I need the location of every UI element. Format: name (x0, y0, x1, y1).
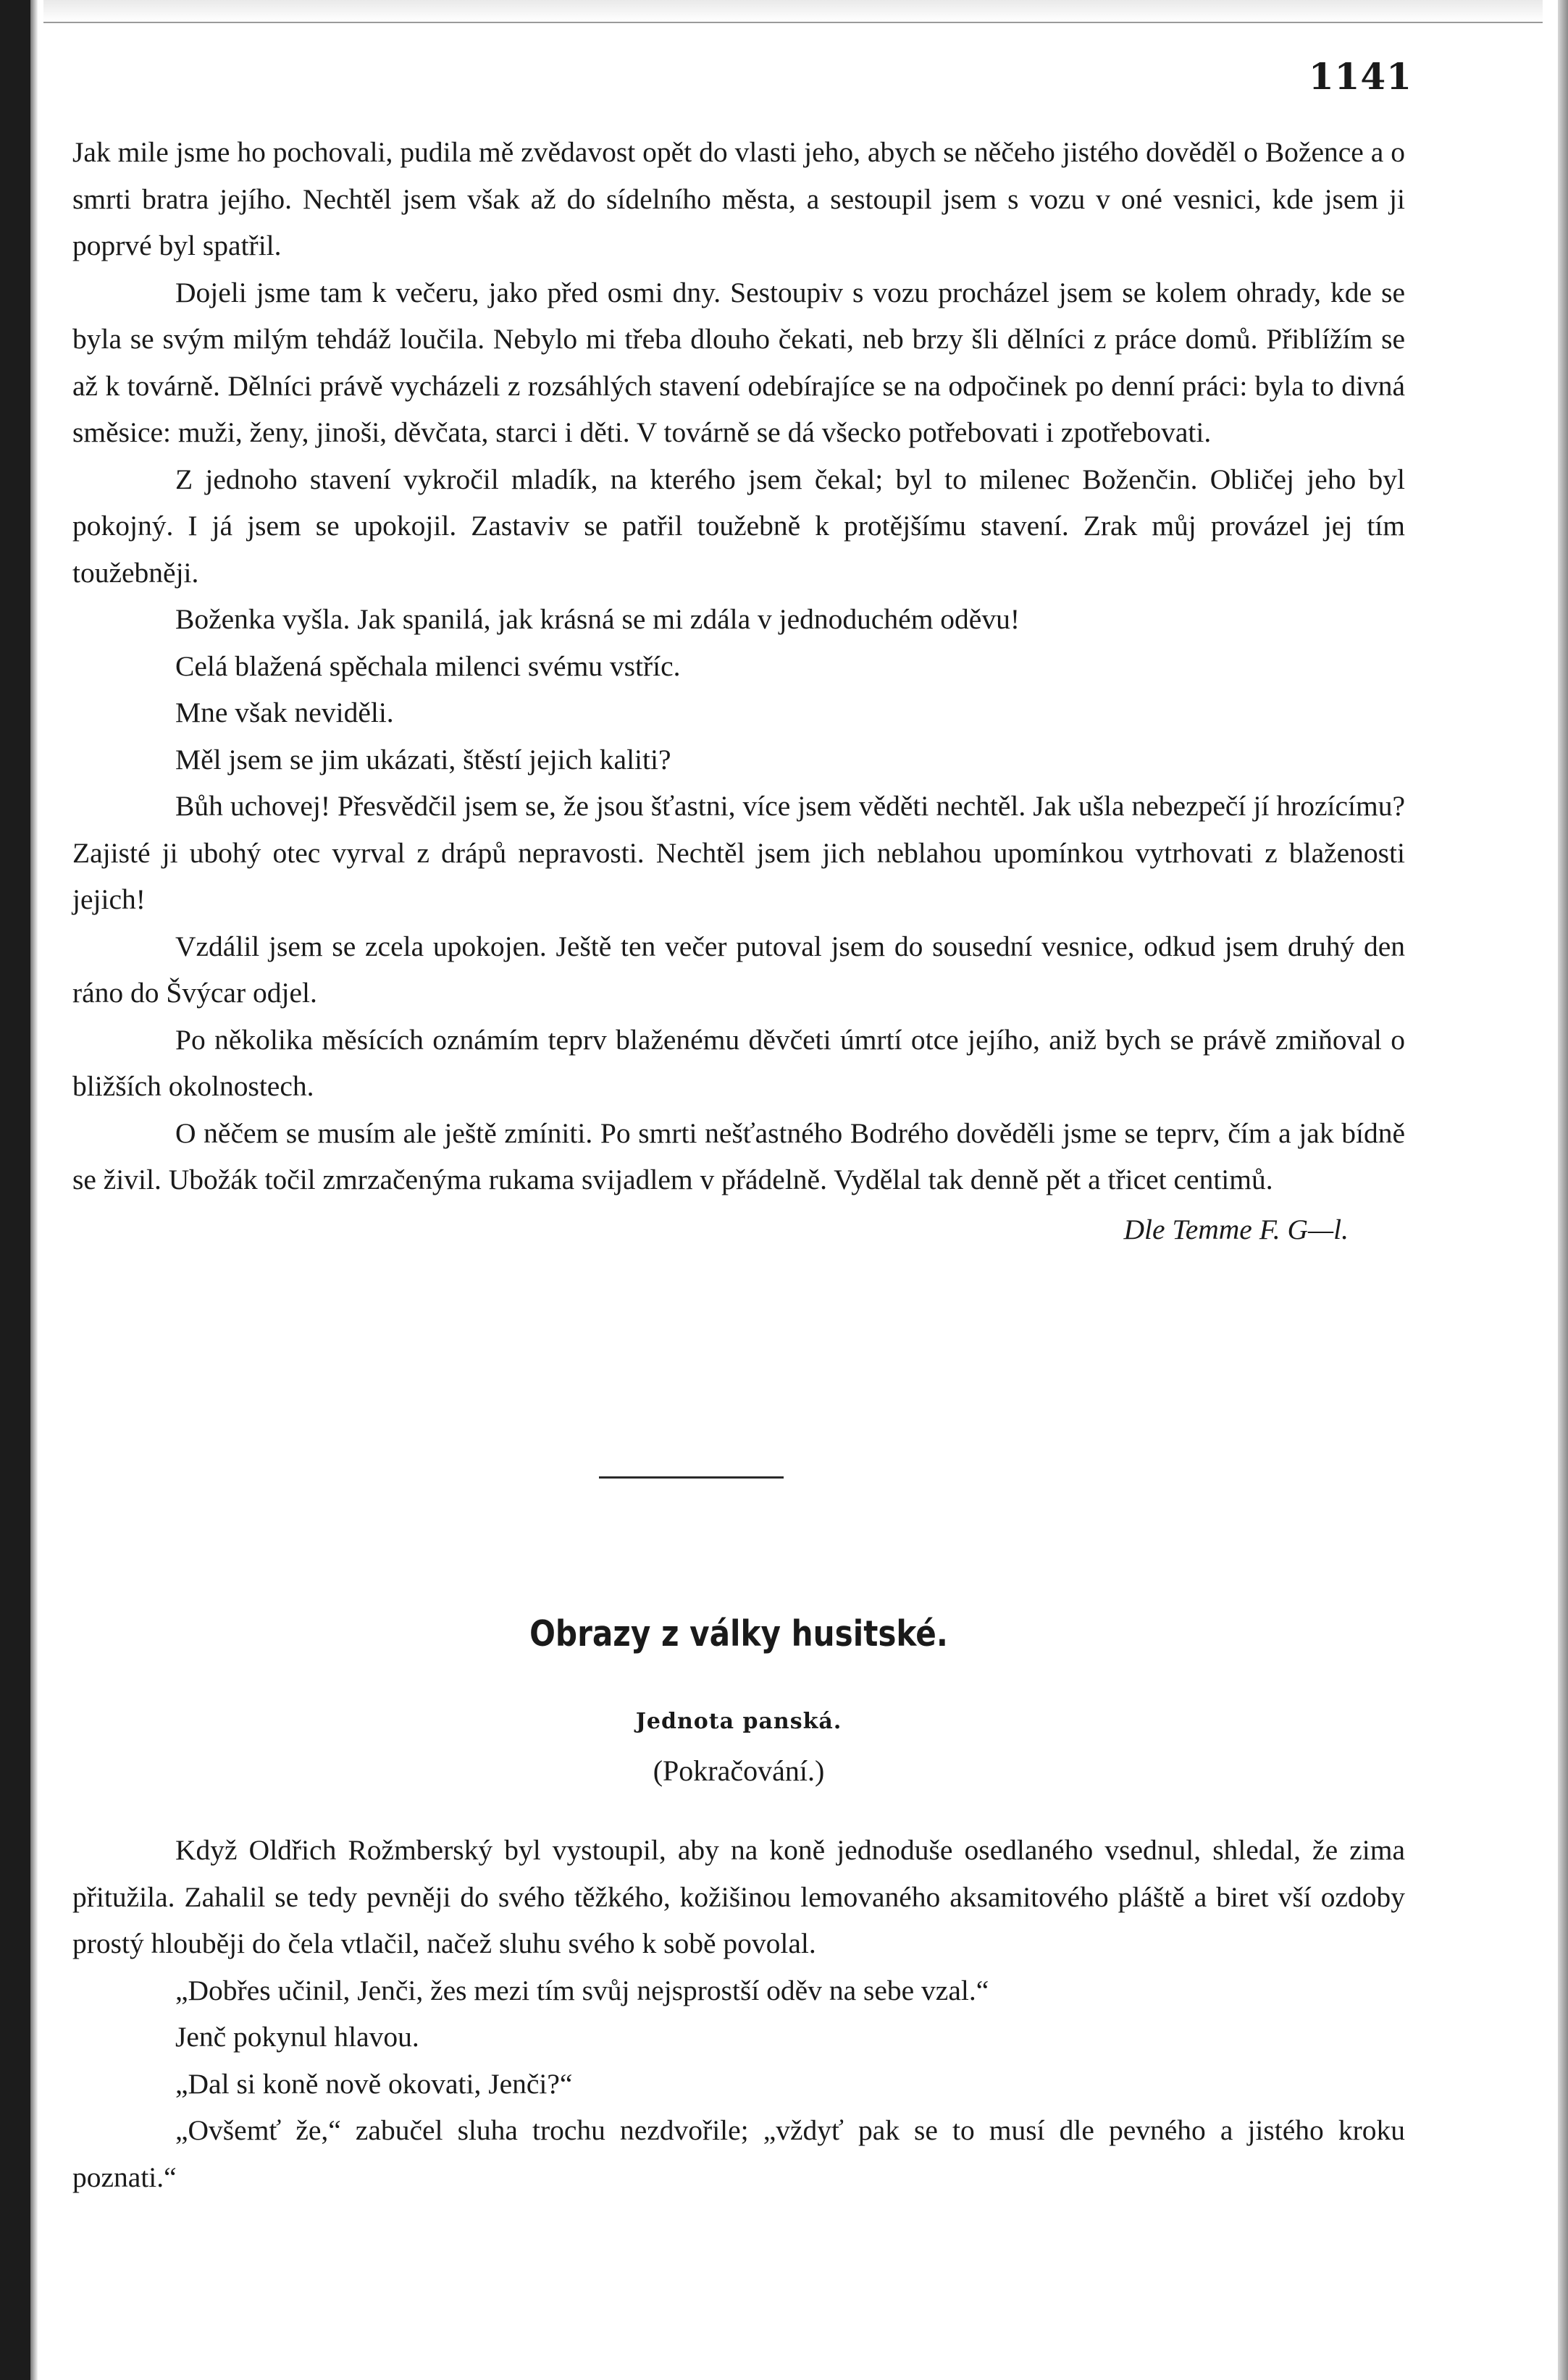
paragraph: Vzdálil jsem se zcela upokojen. Ještě ten večer putoval jsem do sousední vesnice, odkud jsem druhý den ráno do Švýcar odjel. (72, 930, 1405, 1009)
paragraph: O něčem se musím ale ještě zmíniti. Po smrti nešťastného Bodrého dověděli jsme se teprv, čím a jak bídně se živil. Ubožák točil zmrzačenýma rukama svijadlem v přádelně. Vydělal tak denně pět a třicet centimů. (72, 1117, 1405, 1195)
paragraph: „Dal si koně nově okovati, Jenči?“ (175, 2067, 573, 2100)
section-subtitle: Jednota panská. (635, 1709, 842, 1734)
paragraph: Když Oldřich Rožmberský byl vystoupil, aby na koně jednoduše osedlaného vsednul, shledal, že zima přitužila. Zahalil se tedy pevněji do svého těžkého, kožišinou lemovaného aksamitového pláště a biret vší ozdoby prostý hlouběji do čela vtlačil, načež sluhu svého k sobě povolal. (72, 1834, 1405, 1959)
scan-dark-edge-left (0, 0, 30, 2380)
story-ending (72, 129, 1405, 1253)
paragraph: Mne však neviděli. (175, 697, 394, 728)
section-body (72, 1827, 1405, 2200)
paragraph: Z jednoho stavení vykročil mladík, na kterého jsem čekal; byl to milenec Boženčin. Obličej jeho byl pokojný. I já jsem se upokojil. Zastaviv se patřil toužebně k protějšímu stavení. Zrak můj provázel jej tím toužebněji. (72, 463, 1405, 589)
section-divider (599, 1476, 784, 1479)
paragraph: „Ovšemť že,“ zabučel sluha trochu nezdvořile; „vždyť pak se to musí dle pevného a jistého kroku poznati.“ (72, 2114, 1405, 2193)
scan-edge-right (1558, 0, 1568, 2380)
continued-note: (Pokračování.) (653, 1754, 825, 1787)
scan-edge-top (43, 0, 1543, 23)
paragraph: Po několika měsících oznámím teprv blaženému děvčeti úmrtí otce jejího, aniž bych se právě zmiňoval o bližších okolnostech. (72, 1023, 1405, 1102)
paragraph: Jak mile jsme ho pochovali, pudila mě zvědavost opět do vlasti jeho, abych se něčeho jistého dověděl o Božence a o smrti bratra jejího. Nechtěl jsem však až do sídelního města, a sestoupil jsem s vozu v oné vesnici, kde jsem ji poprvé byl spatřil. (72, 136, 1405, 261)
section-title: Obrazy z války husitské. (529, 1613, 948, 1654)
paragraph: Měl jsem se jim ukázati, štěstí jejich kaliti? (175, 743, 671, 775)
paragraph: Boženka vyšla. Jak spanilá, jak krásná se mi zdála v jednoduchém oděvu! (175, 603, 1020, 635)
page-number: 1141 (1308, 55, 1412, 98)
paragraph: „Dobřes učinil, Jenči, žes mezi tím svůj nejsprostší oděv na sebe vzal.“ (175, 1974, 989, 2006)
paragraph: Jenč pokynul hlavou. (175, 2021, 419, 2053)
author-signature: Dle Temme F. G—l. (1123, 1213, 1349, 1245)
paragraph: Celá blažená spěchala milenci svému vstříc. (175, 649, 681, 682)
paragraph: Dojeli jsme tam k večeru, jako před osmi dny. Sestoupiv s vozu procházel jsem se kolem ohrady, kde se byla se svým milým tehdáž loučila. Nebylo mi třeba dlouho čekati, neb brzy šli dělníci z práce domů. Přiblížím se až k továrně. Dělníci právě vycházeli z rozsáhlých stavení odebírajíce se na odpočinek po denní práci: byla to divná směsice: muži, ženy, jinoši, děvčata, starci i děti. V továrně se dá všecko potřebovati i zpotřebovati. (72, 276, 1405, 448)
paragraph: Bůh uchovej! Přesvědčil jsem se, že jsou šťastni, více jsem věděti nechtěl. Jak ušla nebezpečí jí hrozícímu? Zajisté ji ubohý otec vyrval z drápů nepravosti. Nechtěl jsem jich neblahou upomínkou vytrhovati z blaženosti jejich! (72, 790, 1405, 915)
